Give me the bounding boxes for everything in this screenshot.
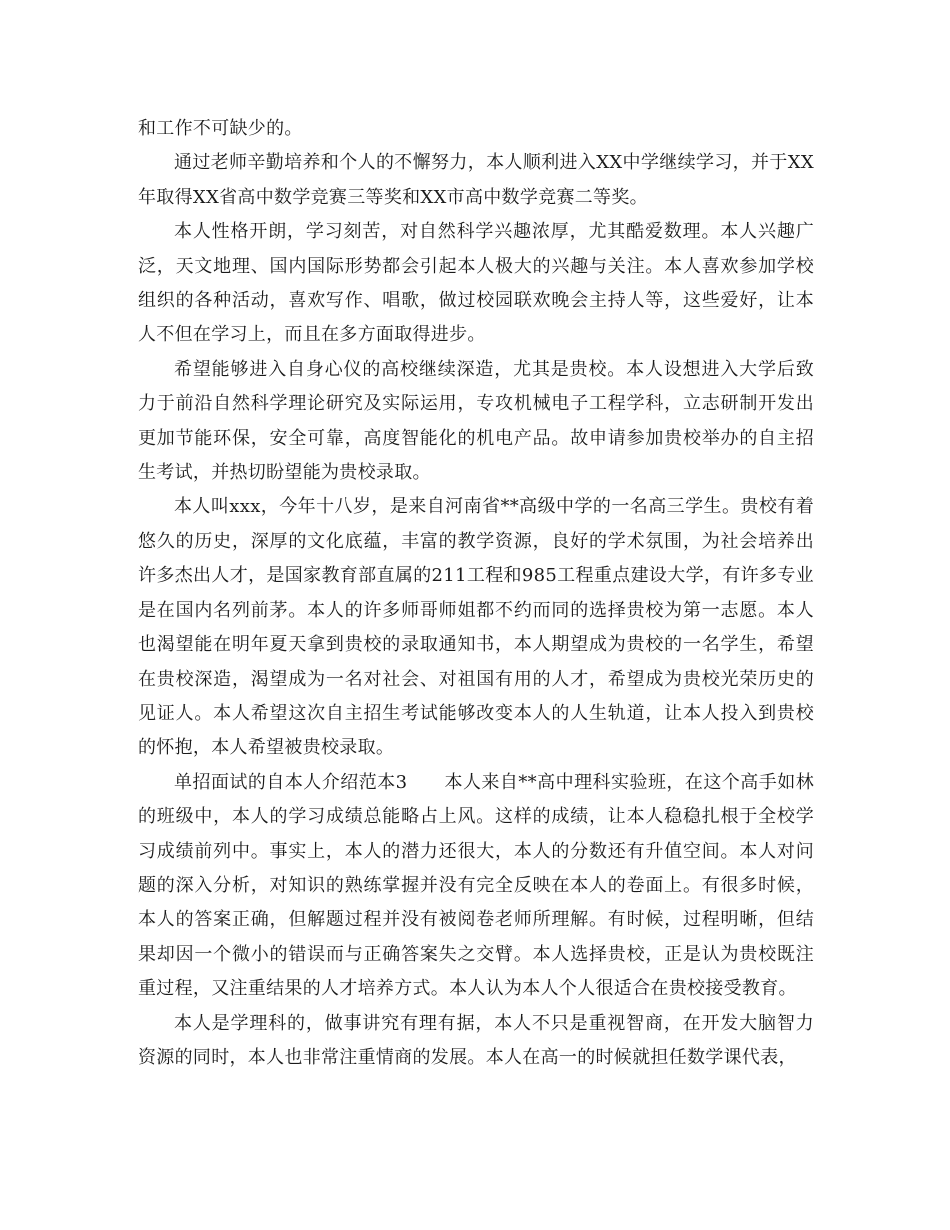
paragraph-5: 本人叫xxx，今年十八岁，是来自河南省**高级中学的一名高三学生。贵校有着悠久的历史，深厚的文化底蕴，丰富的教学资源，良好的学术氛围，为社会培养出许多杰出人才，是国家教育部直属的211工程和985工程重点建设大学，有许多专业是在国内名列前茅。本人的许多师哥师姐都不约而同的选择贵校为第一志愿。本人也渴望能在明年夏天拿到贵校的录取通知书，本人期望成为贵校的一名学生，希望在贵校深造，渴望成为一名对社会、对祖国有用的人才，希望成为贵校光荣历史的见证人。本人希望这次自主招生考试能够改变本人的人生轨道，让本人投入到贵校的怀抱，本人希望被贵校录取。 (138, 496, 814, 759)
paragraph-7: 本人是学理科的，做事讲究有理有据，本人不只是重视智商，在开发大脑智力资源的同时，本人也非常注重情商的发展。本人在高一的时候就担任数学课代表， (138, 1012, 814, 1068)
paragraph-6: 单招面试的自本人介绍范本3 本人来自**高中理科实验班，在这个高手如林的班级中，本人的学习成绩总能略占上风。这样的成绩，让本人稳稳扎根于全校学习成绩前列中。事实上，本人的潜力还很大，本人的分数还有升值空间。本人对问题的深入分析，对知识的熟练掌握并没有完全反映在本人的卷面上。有很多时候，本人的答案正确，但解题过程并没有被阅卷老师所理解。有时候，过程明晰，但结果却因一个微小的错误而与正确答案失之交臂。本人选择贵校，正是认为贵校既注重过程，又注重结果的人才培养方式。本人认为本人个人很适合在贵校接受教育。 (138, 771, 814, 1000)
document-body (138, 112, 814, 1075)
paragraph-2: 通过老师辛勤培养和个人的不懈努力，本人顺利进入XX中学继续学习，并于XX年取得XX省高中数学竞赛三等奖和XX市高中数学竞赛二等奖。 (138, 152, 814, 208)
paragraph-1: 和工作不可缺少的。 (138, 118, 303, 139)
paragraph-4: 希望能够进入自身心仪的高校继续深造，尤其是贵校。本人设想进入大学后致力于前沿自然科学理论研究及实际运用，专攻机械电子工程学科，立志研制开发出更加节能环保，安全可靠，高度智能化的机电产品。故申请参加贵校举办的自主招生考试，并热切盼望能为贵校录取。 (138, 358, 814, 484)
paragraph-3: 本人性格开朗，学习刻苦，对自然科学兴趣浓厚，尤其酷爱数理。本人兴趣广泛，天文地理、国内国际形势都会引起本人极大的兴趣与关注。本人喜欢参加学校组织的各种活动，喜欢写作、唱歌，做过校园联欢晚会主持人等，这些爱好，让本人不但在学习上，而且在多方面取得进步。 (138, 221, 814, 346)
